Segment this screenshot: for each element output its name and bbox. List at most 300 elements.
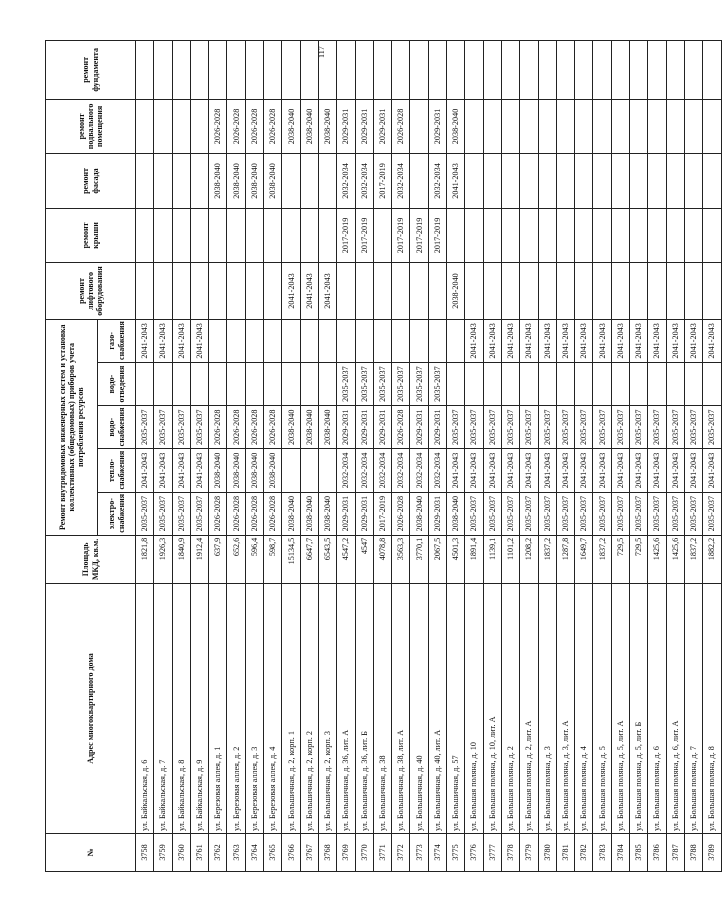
cell-facade: 2017-2019 (373, 154, 391, 209)
cell-gas (300, 319, 318, 362)
cell-heat: 2041-2043 (520, 449, 538, 492)
table-row (428, 41, 446, 872)
cell-heat: 2041-2043 (556, 449, 574, 492)
header-heat: тепло-снабжения (98, 449, 136, 492)
header-foundation: ремонт фундамента (46, 41, 136, 100)
cell-foundation (209, 41, 227, 100)
cell-water: 2035-2037 (648, 406, 666, 449)
cell-water: 2035-2037 (501, 406, 519, 449)
table-row (264, 41, 282, 872)
cell-area: 1425,6 (648, 535, 666, 583)
cell-sewer (520, 362, 538, 405)
cell-foundation (575, 41, 593, 100)
cell-roof (684, 208, 702, 263)
cell-roof (245, 208, 263, 263)
cell-lift (136, 263, 154, 320)
cell-lift (355, 263, 373, 320)
table-row (703, 41, 721, 872)
cell-water: 2038-2040 (318, 406, 336, 449)
cell-heat: 2041-2043 (172, 449, 190, 492)
cell-gas (355, 319, 373, 362)
cell-heat: 2032-2034 (392, 449, 410, 492)
cell-foundation (154, 41, 172, 100)
cell-basement: 2026-2028 (264, 99, 282, 154)
cell-facade (172, 154, 190, 209)
cell-address: ул. Большая поляна, д. 2, лит. А (520, 584, 538, 834)
table-row (172, 41, 190, 872)
cell-area: 3770,1 (410, 535, 428, 583)
cell-gas (337, 319, 355, 362)
header-roof: ремонт крыши (46, 208, 136, 263)
cell-num: 3785 (630, 833, 648, 871)
cell-heat: 2041-2043 (447, 449, 465, 492)
cell-roof (538, 208, 556, 263)
table-row (575, 41, 593, 872)
header-facade: ремонт фасада (46, 154, 136, 209)
cell-heat: 2041-2043 (648, 449, 666, 492)
cell-sewer (556, 362, 574, 405)
cell-basement: 2038-2040 (282, 99, 300, 154)
cell-foundation (373, 41, 391, 100)
cell-roof (611, 208, 629, 263)
repair-schedule-table (45, 40, 722, 872)
cell-address: ул. Большая поляна, д. 6, лит. А (666, 584, 684, 834)
cell-foundation (227, 41, 245, 100)
cell-gas: 2041-2043 (501, 319, 519, 362)
cell-address: ул. Большая поляна, д. 3, лит. А (556, 584, 574, 834)
cell-electric: 2026-2028 (264, 492, 282, 535)
cell-basement (648, 99, 666, 154)
table-row (447, 41, 465, 872)
cell-num: 3767 (300, 833, 318, 871)
cell-address: ул. Большая поляна, д. 7 (684, 584, 702, 834)
cell-basement (483, 99, 501, 154)
table-row (136, 41, 154, 872)
cell-facade: 2038-2040 (264, 154, 282, 209)
cell-foundation (630, 41, 648, 100)
cell-foundation (355, 41, 373, 100)
cell-sewer: 2035-2037 (355, 362, 373, 405)
cell-gas: 2041-2043 (593, 319, 611, 362)
cell-heat: 2032-2034 (373, 449, 391, 492)
cell-facade (190, 154, 208, 209)
cell-area: 1926,3 (154, 535, 172, 583)
cell-water: 2035-2037 (538, 406, 556, 449)
cell-area: 729,5 (630, 535, 648, 583)
cell-num: 3762 (209, 833, 227, 871)
cell-address: ул. Большичная, д. 2, корп. 3 (318, 584, 336, 834)
cell-address: ул. Большичная, д. 38 (373, 584, 391, 834)
cell-roof (483, 208, 501, 263)
cell-num: 3780 (538, 833, 556, 871)
cell-address: ул. Большая поляна, д. 10, лит. А (483, 584, 501, 834)
cell-roof: 2017-2019 (410, 208, 428, 263)
page-number: 117 (317, 46, 326, 58)
cell-num: 3759 (154, 833, 172, 871)
cell-area: 1425,6 (666, 535, 684, 583)
cell-facade: 2041-2043 (447, 154, 465, 209)
cell-roof: 2017-2019 (392, 208, 410, 263)
cell-gas: 2041-2043 (520, 319, 538, 362)
cell-gas: 2041-2043 (136, 319, 154, 362)
cell-area: 1208,2 (520, 535, 538, 583)
table-row (684, 41, 702, 872)
cell-gas (227, 319, 245, 362)
cell-area: 729,5 (611, 535, 629, 583)
cell-roof (209, 208, 227, 263)
cell-lift (575, 263, 593, 320)
cell-address: ул. Березовая аллея, д. 3 (245, 584, 263, 834)
cell-area: 2067,5 (428, 535, 446, 583)
cell-address: ул. Большая поляна, д. 5, лит. Б (630, 584, 648, 834)
cell-heat: 2041-2043 (465, 449, 483, 492)
cell-num: 3771 (373, 833, 391, 871)
cell-water: 2035-2037 (154, 406, 172, 449)
cell-address: ул. Большая поляна, д. 5, лит. А (611, 584, 629, 834)
cell-basement: 2026-2028 (392, 99, 410, 154)
cell-sewer (575, 362, 593, 405)
cell-water: 2035-2037 (136, 406, 154, 449)
cell-foundation (556, 41, 574, 100)
cell-address: ул. Байкальская, д. 7 (154, 584, 172, 834)
cell-gas (209, 319, 227, 362)
cell-electric: 2026-2028 (209, 492, 227, 535)
cell-basement: 2038-2040 (300, 99, 318, 154)
cell-sewer (501, 362, 519, 405)
cell-lift (209, 263, 227, 320)
cell-water: 2035-2037 (447, 406, 465, 449)
cell-address: ул. Большая поляна, д. 3 (538, 584, 556, 834)
cell-foundation (136, 41, 154, 100)
cell-foundation (648, 41, 666, 100)
cell-lift (648, 263, 666, 320)
cell-electric: 2017-2019 (373, 492, 391, 535)
table-row (318, 41, 336, 872)
cell-roof (154, 208, 172, 263)
cell-foundation (684, 41, 702, 100)
cell-sewer (154, 362, 172, 405)
cell-foundation (392, 41, 410, 100)
cell-basement (154, 99, 172, 154)
cell-heat: 2041-2043 (575, 449, 593, 492)
cell-foundation (190, 41, 208, 100)
cell-facade (154, 154, 172, 209)
cell-water: 2035-2037 (483, 406, 501, 449)
cell-foundation (501, 41, 519, 100)
cell-area: 598,7 (264, 535, 282, 583)
cell-foundation (282, 41, 300, 100)
cell-water: 2035-2037 (465, 406, 483, 449)
cell-roof (373, 208, 391, 263)
cell-heat: 2032-2034 (355, 449, 373, 492)
cell-num: 3788 (684, 833, 702, 871)
cell-heat (282, 449, 300, 492)
cell-num: 3776 (465, 833, 483, 871)
cell-area: 1139,1 (483, 535, 501, 583)
cell-lift (264, 263, 282, 320)
cell-gas: 2041-2043 (556, 319, 574, 362)
cell-facade: 2032-2034 (428, 154, 446, 209)
cell-area: 4547,2 (337, 535, 355, 583)
cell-num: 3774 (428, 833, 446, 871)
cell-lift (428, 263, 446, 320)
cell-facade (136, 154, 154, 209)
cell-area: 3563,3 (392, 535, 410, 583)
cell-foundation (703, 41, 721, 100)
header-basement: ремонт подвального помещения (46, 99, 136, 154)
cell-electric: 2035-2037 (666, 492, 684, 535)
rotated-table-wrapper (45, 40, 717, 872)
cell-heat: 2038-2040 (264, 449, 282, 492)
cell-water: 2035-2037 (556, 406, 574, 449)
cell-area: 637,9 (209, 535, 227, 583)
cell-sewer: 2035-2037 (392, 362, 410, 405)
cell-basement: 2029-2031 (428, 99, 446, 154)
cell-basement (703, 99, 721, 154)
cell-electric: 2035-2037 (684, 492, 702, 535)
cell-heat: 2041-2043 (190, 449, 208, 492)
cell-water: 2035-2037 (593, 406, 611, 449)
cell-foundation (337, 41, 355, 100)
cell-basement (190, 99, 208, 154)
cell-lift (538, 263, 556, 320)
cell-lift (630, 263, 648, 320)
cell-sewer (264, 362, 282, 405)
table-row (245, 41, 263, 872)
cell-address: ул. Большая поляна, д. 4 (575, 584, 593, 834)
cell-roof: 2017-2019 (355, 208, 373, 263)
cell-gas (264, 319, 282, 362)
cell-sewer (538, 362, 556, 405)
cell-water: 2026-2028 (227, 406, 245, 449)
cell-roof (136, 208, 154, 263)
cell-basement: 2026-2028 (227, 99, 245, 154)
cell-lift (684, 263, 702, 320)
cell-foundation (538, 41, 556, 100)
cell-water: 2038-2040 (300, 406, 318, 449)
cell-sewer (648, 362, 666, 405)
cell-electric: 2035-2037 (593, 492, 611, 535)
cell-num: 3783 (593, 833, 611, 871)
cell-gas: 2041-2043 (154, 319, 172, 362)
table-row (593, 41, 611, 872)
cell-num: 3763 (227, 833, 245, 871)
cell-sewer (136, 362, 154, 405)
cell-address: ул. Большая поляна, д. 10 (465, 584, 483, 834)
cell-electric: 2026-2028 (227, 492, 245, 535)
cell-sewer (190, 362, 208, 405)
cell-electric: 2035-2037 (154, 492, 172, 535)
cell-electric: 2035-2037 (136, 492, 154, 535)
cell-roof (172, 208, 190, 263)
cell-address: ул. Большичная, д. 2, корп. 1 (282, 584, 300, 834)
cell-facade: 2032-2034 (337, 154, 355, 209)
cell-sewer (172, 362, 190, 405)
cell-foundation (593, 41, 611, 100)
cell-roof (648, 208, 666, 263)
cell-heat: 2032-2034 (428, 449, 446, 492)
cell-gas: 2041-2043 (483, 319, 501, 362)
cell-basement (501, 99, 519, 154)
cell-num: 3769 (337, 833, 355, 871)
cell-sewer (483, 362, 501, 405)
cell-area: 596,4 (245, 535, 263, 583)
cell-heat: 2041-2043 (136, 449, 154, 492)
cell-electric: 2035-2037 (501, 492, 519, 535)
cell-area: 6647,7 (300, 535, 318, 583)
cell-basement (465, 99, 483, 154)
cell-foundation (666, 41, 684, 100)
table-row (556, 41, 574, 872)
cell-electric: 2038-2040 (318, 492, 336, 535)
cell-basement: 2029-2031 (337, 99, 355, 154)
cell-gas (392, 319, 410, 362)
cell-area: 1891,4 (465, 535, 483, 583)
cell-water: 2038-2040 (282, 406, 300, 449)
cell-electric: 2035-2037 (538, 492, 556, 535)
cell-num: 3760 (172, 833, 190, 871)
header-num: № (46, 833, 136, 871)
cell-basement (136, 99, 154, 154)
cell-lift (611, 263, 629, 320)
cell-facade (611, 154, 629, 209)
cell-roof (300, 208, 318, 263)
cell-address: ул. Большичная, д. 36, лит. Б (355, 584, 373, 834)
cell-heat: 2032-2034 (337, 449, 355, 492)
cell-basement (630, 99, 648, 154)
cell-electric: 2035-2037 (703, 492, 721, 535)
cell-foundation (172, 41, 190, 100)
cell-facade (575, 154, 593, 209)
cell-basement (593, 99, 611, 154)
cell-lift (373, 263, 391, 320)
cell-heat (318, 449, 336, 492)
cell-area: 4547 (355, 535, 373, 583)
cell-foundation (447, 41, 465, 100)
cell-area: 1649,7 (575, 535, 593, 583)
cell-water: 2026-2028 (392, 406, 410, 449)
cell-water: 2026-2028 (264, 406, 282, 449)
cell-num: 3761 (190, 833, 208, 871)
cell-gas: 2041-2043 (465, 319, 483, 362)
cell-basement (575, 99, 593, 154)
cell-heat: 2038-2040 (209, 449, 227, 492)
cell-basement: 2029-2031 (355, 99, 373, 154)
cell-water: 2029-2031 (410, 406, 428, 449)
cell-gas: 2041-2043 (575, 319, 593, 362)
header-address: Адрес многоквартирного дома (46, 584, 136, 834)
cell-num: 3770 (355, 833, 373, 871)
cell-address: ул. Байкальская, д. 9 (190, 584, 208, 834)
cell-lift (483, 263, 501, 320)
cell-area: 6543,5 (318, 535, 336, 583)
cell-num: 3784 (611, 833, 629, 871)
cell-facade (703, 154, 721, 209)
table-row (355, 41, 373, 872)
cell-water: 2029-2031 (337, 406, 355, 449)
cell-num: 3779 (520, 833, 538, 871)
cell-heat: 2041-2043 (154, 449, 172, 492)
cell-water: 2035-2037 (703, 406, 721, 449)
cell-lift: 2041-2043 (300, 263, 318, 320)
cell-electric: 2035-2037 (172, 492, 190, 535)
cell-water: 2035-2037 (666, 406, 684, 449)
cell-heat: 2041-2043 (630, 449, 648, 492)
cell-water: 2026-2028 (245, 406, 263, 449)
cell-roof (501, 208, 519, 263)
cell-address: ул. Березовая аллея, д. 2 (227, 584, 245, 834)
table-row (666, 41, 684, 872)
table-row (630, 41, 648, 872)
cell-electric: 2035-2037 (611, 492, 629, 535)
cell-sewer (684, 362, 702, 405)
table-row (373, 41, 391, 872)
cell-lift (501, 263, 519, 320)
cell-facade (593, 154, 611, 209)
cell-gas (410, 319, 428, 362)
cell-heat: 2041-2043 (538, 449, 556, 492)
cell-roof (520, 208, 538, 263)
cell-heat: 2041-2043 (483, 449, 501, 492)
table-row (501, 41, 519, 872)
cell-num: 3787 (666, 833, 684, 871)
cell-electric: 2029-2031 (355, 492, 373, 535)
cell-roof (318, 208, 336, 263)
cell-water: 2029-2031 (428, 406, 446, 449)
cell-basement (410, 99, 428, 154)
cell-roof (593, 208, 611, 263)
cell-lift (392, 263, 410, 320)
cell-address: ул. Большичная, д. 40, лит. А (428, 584, 446, 834)
cell-roof (666, 208, 684, 263)
cell-sewer (703, 362, 721, 405)
cell-area: 1837,2 (684, 535, 702, 583)
cell-basement (684, 99, 702, 154)
cell-electric: 2035-2037 (483, 492, 501, 535)
cell-sewer: 2035-2037 (428, 362, 446, 405)
cell-foundation (465, 41, 483, 100)
cell-roof (575, 208, 593, 263)
cell-gas (428, 319, 446, 362)
cell-lift (666, 263, 684, 320)
cell-facade (282, 154, 300, 209)
cell-sewer (245, 362, 263, 405)
cell-heat: 2041-2043 (611, 449, 629, 492)
cell-facade: 2038-2040 (209, 154, 227, 209)
cell-gas: 2041-2043 (630, 319, 648, 362)
header-electric: электро-снабжения (98, 492, 136, 535)
cell-water: 2035-2037 (172, 406, 190, 449)
cell-electric: 2035-2037 (520, 492, 538, 535)
header-utilities-group: Ремонт внутридомовых инженерных систем и установка коллективных (общедомовых) приборов учета потребления ресурсов (46, 319, 98, 535)
cell-sewer (666, 362, 684, 405)
cell-roof (227, 208, 245, 263)
cell-sewer (282, 362, 300, 405)
cell-foundation (264, 41, 282, 100)
cell-sewer (630, 362, 648, 405)
table-row (282, 41, 300, 872)
cell-num: 3758 (136, 833, 154, 871)
cell-area: 15134,5 (282, 535, 300, 583)
cell-facade (556, 154, 574, 209)
cell-gas: 2041-2043 (538, 319, 556, 362)
cell-num: 3781 (556, 833, 574, 871)
cell-basement: 2038-2040 (447, 99, 465, 154)
cell-num: 3782 (575, 833, 593, 871)
cell-foundation (410, 41, 428, 100)
cell-water: 2035-2037 (190, 406, 208, 449)
cell-foundation (428, 41, 446, 100)
